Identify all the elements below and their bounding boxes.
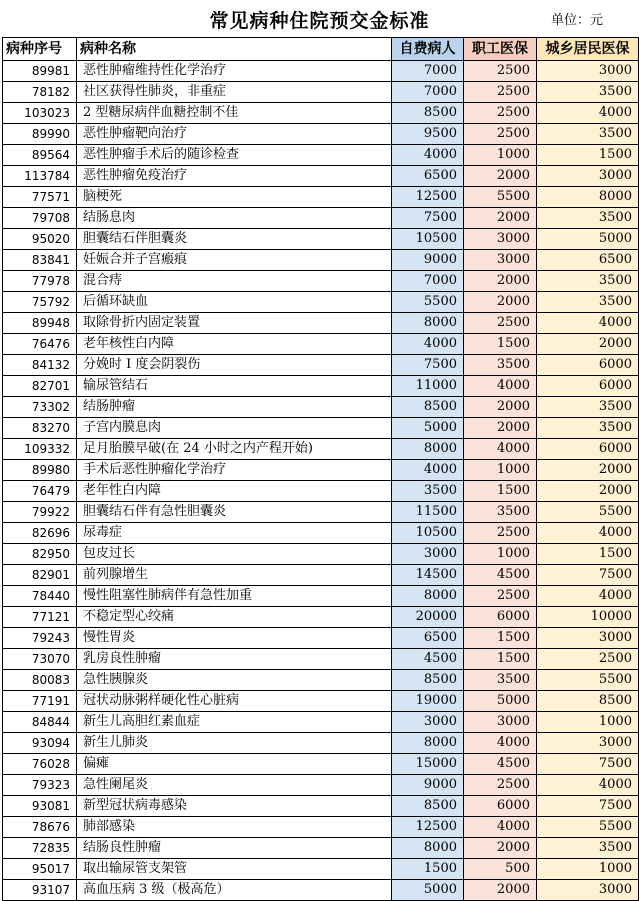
resident-insurance-amount-cell: 1500	[537, 544, 639, 565]
table-row	[3, 82, 639, 103]
self-pay-amount-cell: 4000	[392, 460, 464, 481]
self-pay-amount-cell: 7000	[392, 61, 464, 82]
disease-code-cell: 89948	[3, 313, 77, 334]
employee-insurance-amount-cell: 3000	[464, 229, 537, 250]
resident-insurance-amount-cell: 3000	[537, 733, 639, 754]
table-header-row	[3, 38, 639, 61]
self-pay-amount-cell: 14500	[392, 565, 464, 586]
employee-insurance-amount-cell: 1000	[464, 145, 537, 166]
disease-name-cell: 尿毒症	[77, 523, 392, 544]
self-pay-amount-cell: 12500	[392, 187, 464, 208]
resident-insurance-amount-cell: 5000	[537, 229, 639, 250]
self-pay-amount-cell: 10500	[392, 229, 464, 250]
disease-name-cell: 取出输尿管支架管	[77, 859, 392, 880]
employee-insurance-amount-cell: 1500	[464, 628, 537, 649]
disease-name-cell: 高血压病 3 级（极高危）	[77, 880, 392, 901]
employee-insurance-amount-cell: 4000	[464, 733, 537, 754]
disease-name-cell: 社区获得性肺炎，非重症	[77, 82, 392, 103]
disease-code-cell: 77571	[3, 187, 77, 208]
table-row	[3, 439, 639, 460]
disease-code-cell: 83841	[3, 250, 77, 271]
disease-code-cell: 83270	[3, 418, 77, 439]
employee-insurance-amount-cell: 4000	[464, 376, 537, 397]
disease-code-cell: 79243	[3, 628, 77, 649]
disease-code-cell: 103023	[3, 103, 77, 124]
resident-insurance-amount-cell: 8000	[537, 187, 639, 208]
employee-insurance-amount-cell: 1000	[464, 544, 537, 565]
resident-insurance-amount-cell: 1000	[537, 712, 639, 733]
employee-insurance-amount-cell: 2500	[464, 313, 537, 334]
disease-name-cell: 2 型糖尿病伴血糖控制不佳	[77, 103, 392, 124]
disease-name-cell: 胆囊结石伴胆囊炎	[77, 229, 392, 250]
disease-name-cell: 急性阑尾炎	[77, 775, 392, 796]
disease-code-cell: 109332	[3, 439, 77, 460]
disease-name-cell: 后循环缺血	[77, 292, 392, 313]
self-pay-amount-cell: 7500	[392, 355, 464, 376]
resident-insurance-amount-cell: 2000	[537, 334, 639, 355]
resident-insurance-amount-cell: 3500	[537, 418, 639, 439]
resident-insurance-amount-cell: 3000	[537, 166, 639, 187]
table-row	[3, 880, 639, 901]
disease-name-cell: 不稳定型心绞痛	[77, 607, 392, 628]
employee-insurance-amount-cell: 5500	[464, 187, 537, 208]
self-pay-amount-cell: 4000	[392, 145, 464, 166]
self-pay-amount-cell: 9000	[392, 775, 464, 796]
self-pay-amount-cell: 8000	[392, 586, 464, 607]
disease-name-cell: 慢性阻塞性肺病伴有急性加重	[77, 586, 392, 607]
resident-insurance-amount-cell: 4000	[537, 586, 639, 607]
disease-name-cell: 恶性肿瘤维持性化学治疗	[77, 61, 392, 82]
fee-table	[2, 37, 639, 901]
table-row	[3, 355, 639, 376]
resident-insurance-amount-cell: 5500	[537, 502, 639, 523]
disease-code-cell: 73302	[3, 397, 77, 418]
resident-insurance-amount-cell: 4000	[537, 103, 639, 124]
table-row	[3, 418, 639, 439]
disease-code-cell: 78182	[3, 82, 77, 103]
table-row	[3, 796, 639, 817]
employee-insurance-amount-cell: 2000	[464, 208, 537, 229]
table-row	[3, 145, 639, 166]
resident-insurance-amount-cell: 3000	[537, 880, 639, 901]
employee-insurance-amount-cell: 4000	[464, 439, 537, 460]
table-row	[3, 313, 639, 334]
disease-name-cell: 妊娠合并子宫瘢痕	[77, 250, 392, 271]
disease-name-cell: 恶性肿瘤免疫治疗	[77, 166, 392, 187]
resident-insurance-amount-cell: 3500	[537, 838, 639, 859]
employee-insurance-amount-cell: 2000	[464, 292, 537, 313]
disease-code-cell: 113784	[3, 166, 77, 187]
disease-name-cell: 冠状动脉粥样硬化性心脏病	[77, 691, 392, 712]
resident-insurance-amount-cell: 6500	[537, 250, 639, 271]
self-pay-amount-cell: 8000	[392, 313, 464, 334]
disease-code-cell: 84132	[3, 355, 77, 376]
resident-insurance-amount-cell: 2000	[537, 460, 639, 481]
disease-code-cell: 95017	[3, 859, 77, 880]
page-title: 常见病种住院预交金标准	[209, 10, 430, 32]
self-pay-amount-cell: 9000	[392, 250, 464, 271]
disease-code-cell: 84844	[3, 712, 77, 733]
resident-insurance-amount-cell: 7500	[537, 754, 639, 775]
self-pay-amount-cell: 5000	[392, 880, 464, 901]
self-pay-amount-cell: 9500	[392, 124, 464, 145]
self-pay-amount-cell: 8500	[392, 796, 464, 817]
self-pay-amount-cell: 10500	[392, 523, 464, 544]
employee-insurance-amount-cell: 2000	[464, 418, 537, 439]
disease-code-cell: 82696	[3, 523, 77, 544]
table-row	[3, 208, 639, 229]
disease-code-cell: 77191	[3, 691, 77, 712]
table-row	[3, 628, 639, 649]
disease-name-cell: 新生儿高胆红素血症	[77, 712, 392, 733]
disease-name-cell: 手术后恶性肿瘤化学治疗	[77, 460, 392, 481]
disease-name-cell: 混合痔	[77, 271, 392, 292]
resident-insurance-amount-cell: 3500	[537, 271, 639, 292]
disease-name-cell: 子宫内膜息肉	[77, 418, 392, 439]
disease-name-cell: 老年核性白内障	[77, 334, 392, 355]
header-resident-insurance: 城乡居民医保	[537, 38, 639, 61]
disease-name-cell: 取除骨折内固定装置	[77, 313, 392, 334]
self-pay-amount-cell: 3000	[392, 712, 464, 733]
self-pay-amount-cell: 7000	[392, 82, 464, 103]
self-pay-amount-cell: 4000	[392, 334, 464, 355]
table-row	[3, 775, 639, 796]
employee-insurance-amount-cell: 6000	[464, 607, 537, 628]
disease-code-cell: 77978	[3, 271, 77, 292]
disease-code-cell: 93094	[3, 733, 77, 754]
self-pay-amount-cell: 11500	[392, 502, 464, 523]
resident-insurance-amount-cell: 3500	[537, 292, 639, 313]
disease-name-cell: 急性胰腺炎	[77, 670, 392, 691]
disease-code-cell: 78676	[3, 817, 77, 838]
employee-insurance-amount-cell: 4500	[464, 565, 537, 586]
self-pay-amount-cell: 8000	[392, 838, 464, 859]
disease-code-cell: 79922	[3, 502, 77, 523]
resident-insurance-amount-cell: 3500	[537, 124, 639, 145]
disease-code-cell: 79708	[3, 208, 77, 229]
table-row	[3, 544, 639, 565]
table-row	[3, 859, 639, 880]
unit-label: 单位：元	[550, 13, 603, 28]
table-row	[3, 649, 639, 670]
disease-code-cell: 77121	[3, 607, 77, 628]
table-row	[3, 712, 639, 733]
table-row	[3, 376, 639, 397]
table-row	[3, 124, 639, 145]
disease-name-cell: 慢性胃炎	[77, 628, 392, 649]
disease-code-cell: 76028	[3, 754, 77, 775]
self-pay-amount-cell: 3000	[392, 544, 464, 565]
employee-insurance-amount-cell: 2000	[464, 397, 537, 418]
resident-insurance-amount-cell: 10000	[537, 607, 639, 628]
disease-name-cell: 包皮过长	[77, 544, 392, 565]
table-row	[3, 481, 639, 502]
disease-name-cell: 肺部感染	[77, 817, 392, 838]
table-row	[3, 754, 639, 775]
table-row	[3, 187, 639, 208]
resident-insurance-amount-cell: 7500	[537, 796, 639, 817]
disease-code-cell: 95020	[3, 229, 77, 250]
disease-code-cell: 89564	[3, 145, 77, 166]
resident-insurance-amount-cell: 4000	[537, 313, 639, 334]
disease-code-cell: 78440	[3, 586, 77, 607]
employee-insurance-amount-cell: 6000	[464, 796, 537, 817]
employee-insurance-amount-cell: 3000	[464, 712, 537, 733]
table-row	[3, 565, 639, 586]
self-pay-amount-cell: 19000	[392, 691, 464, 712]
disease-code-cell: 89981	[3, 61, 77, 82]
employee-insurance-amount-cell: 4500	[464, 754, 537, 775]
resident-insurance-amount-cell: 4000	[537, 775, 639, 796]
self-pay-amount-cell: 3500	[392, 481, 464, 502]
employee-insurance-amount-cell: 5000	[464, 691, 537, 712]
table-row	[3, 817, 639, 838]
disease-name-cell: 足月胎膜早破(在 24 小时之内产程开始)	[77, 439, 392, 460]
disease-name-cell: 结肠肿瘤	[77, 397, 392, 418]
table-row	[3, 250, 639, 271]
disease-code-cell: 76479	[3, 481, 77, 502]
header-name: 病种名称	[77, 38, 392, 61]
resident-insurance-amount-cell: 2500	[537, 649, 639, 670]
self-pay-amount-cell: 20000	[392, 607, 464, 628]
disease-code-cell: 80083	[3, 670, 77, 691]
employee-insurance-amount-cell: 1500	[464, 649, 537, 670]
self-pay-amount-cell: 6500	[392, 166, 464, 187]
disease-name-cell: 胆囊结石伴有急性胆囊炎	[77, 502, 392, 523]
self-pay-amount-cell: 8500	[392, 103, 464, 124]
disease-code-cell: 93081	[3, 796, 77, 817]
self-pay-amount-cell: 11000	[392, 376, 464, 397]
table-row	[3, 838, 639, 859]
disease-code-cell: 73070	[3, 649, 77, 670]
disease-code-cell: 76476	[3, 334, 77, 355]
table-row	[3, 607, 639, 628]
disease-code-cell: 82901	[3, 565, 77, 586]
resident-insurance-amount-cell: 3500	[537, 397, 639, 418]
resident-insurance-amount-cell: 5500	[537, 670, 639, 691]
self-pay-amount-cell: 8500	[392, 397, 464, 418]
employee-insurance-amount-cell: 1500	[464, 334, 537, 355]
table-row	[3, 670, 639, 691]
disease-name-cell: 恶性肿瘤手术后的随诊检查	[77, 145, 392, 166]
disease-name-cell: 输尿管结石	[77, 376, 392, 397]
disease-name-cell: 前列腺增生	[77, 565, 392, 586]
disease-code-cell: 79323	[3, 775, 77, 796]
self-pay-amount-cell: 5500	[392, 292, 464, 313]
resident-insurance-amount-cell: 3000	[537, 628, 639, 649]
resident-insurance-amount-cell: 6000	[537, 355, 639, 376]
employee-insurance-amount-cell: 3500	[464, 355, 537, 376]
employee-insurance-amount-cell: 3500	[464, 502, 537, 523]
resident-insurance-amount-cell: 3500	[537, 208, 639, 229]
header-employee-insurance: 职工医保	[464, 38, 537, 61]
self-pay-amount-cell: 7500	[392, 208, 464, 229]
table-row	[3, 103, 639, 124]
table-row	[3, 61, 639, 82]
table-row	[3, 166, 639, 187]
resident-insurance-amount-cell: 1000	[537, 859, 639, 880]
disease-name-cell: 结肠良性肿瘤	[77, 838, 392, 859]
employee-insurance-amount-cell: 1500	[464, 481, 537, 502]
resident-insurance-amount-cell: 1500	[537, 145, 639, 166]
employee-insurance-amount-cell: 500	[464, 859, 537, 880]
employee-insurance-amount-cell: 3500	[464, 670, 537, 691]
resident-insurance-amount-cell: 7500	[537, 565, 639, 586]
self-pay-amount-cell: 8000	[392, 439, 464, 460]
self-pay-amount-cell: 8500	[392, 670, 464, 691]
employee-insurance-amount-cell: 2000	[464, 838, 537, 859]
self-pay-amount-cell: 8000	[392, 733, 464, 754]
disease-name-cell: 新生儿肺炎	[77, 733, 392, 754]
self-pay-amount-cell: 7000	[392, 271, 464, 292]
employee-insurance-amount-cell: 2500	[464, 124, 537, 145]
disease-name-cell: 乳房良性肿瘤	[77, 649, 392, 670]
employee-insurance-amount-cell: 3000	[464, 250, 537, 271]
resident-insurance-amount-cell: 6000	[537, 439, 639, 460]
employee-insurance-amount-cell: 2500	[464, 523, 537, 544]
disease-name-cell: 分娩时 I 度会阴裂伤	[77, 355, 392, 376]
self-pay-amount-cell: 1500	[392, 859, 464, 880]
employee-insurance-amount-cell: 2500	[464, 586, 537, 607]
disease-code-cell: 93107	[3, 880, 77, 901]
resident-insurance-amount-cell: 5500	[537, 817, 639, 838]
resident-insurance-amount-cell: 2000	[537, 481, 639, 502]
table-row	[3, 523, 639, 544]
disease-code-cell: 82950	[3, 544, 77, 565]
self-pay-amount-cell: 4500	[392, 649, 464, 670]
table-row	[3, 691, 639, 712]
table-body	[3, 61, 639, 901]
resident-insurance-amount-cell: 6000	[537, 376, 639, 397]
table-row	[3, 229, 639, 250]
disease-code-cell: 82701	[3, 376, 77, 397]
employee-insurance-amount-cell: 2500	[464, 61, 537, 82]
disease-code-cell: 89990	[3, 124, 77, 145]
disease-name-cell: 新型冠状病毒感染	[77, 796, 392, 817]
disease-name-cell: 恶性肿瘤靶向治疗	[77, 124, 392, 145]
resident-insurance-amount-cell: 8500	[537, 691, 639, 712]
disease-name-cell: 结肠息肉	[77, 208, 392, 229]
disease-code-cell: 75792	[3, 292, 77, 313]
disease-name-cell: 老年性白内障	[77, 481, 392, 502]
resident-insurance-amount-cell: 4000	[537, 523, 639, 544]
employee-insurance-amount-cell: 2500	[464, 82, 537, 103]
resident-insurance-amount-cell: 3000	[537, 61, 639, 82]
table-row	[3, 292, 639, 313]
header-code: 病种序号	[3, 38, 77, 61]
employee-insurance-amount-cell: 2000	[464, 166, 537, 187]
self-pay-amount-cell: 12500	[392, 817, 464, 838]
table-row	[3, 586, 639, 607]
employee-insurance-amount-cell: 2000	[464, 880, 537, 901]
employee-insurance-amount-cell: 1000	[464, 460, 537, 481]
employee-insurance-amount-cell: 4000	[464, 817, 537, 838]
employee-insurance-amount-cell: 2000	[464, 271, 537, 292]
disease-name-cell: 偏瘫	[77, 754, 392, 775]
self-pay-amount-cell: 6500	[392, 628, 464, 649]
header-self-pay: 自费病人	[392, 38, 464, 61]
disease-name-cell: 脑梗死	[77, 187, 392, 208]
self-pay-amount-cell: 5000	[392, 418, 464, 439]
resident-insurance-amount-cell: 3500	[537, 82, 639, 103]
table-row	[3, 502, 639, 523]
disease-code-cell: 89980	[3, 460, 77, 481]
disease-code-cell: 72835	[3, 838, 77, 859]
table-row	[3, 334, 639, 355]
table-row	[3, 397, 639, 418]
self-pay-amount-cell: 15000	[392, 754, 464, 775]
table-row	[3, 271, 639, 292]
table-row	[3, 460, 639, 481]
table-row	[3, 733, 639, 754]
employee-insurance-amount-cell: 2500	[464, 775, 537, 796]
employee-insurance-amount-cell: 2500	[464, 103, 537, 124]
